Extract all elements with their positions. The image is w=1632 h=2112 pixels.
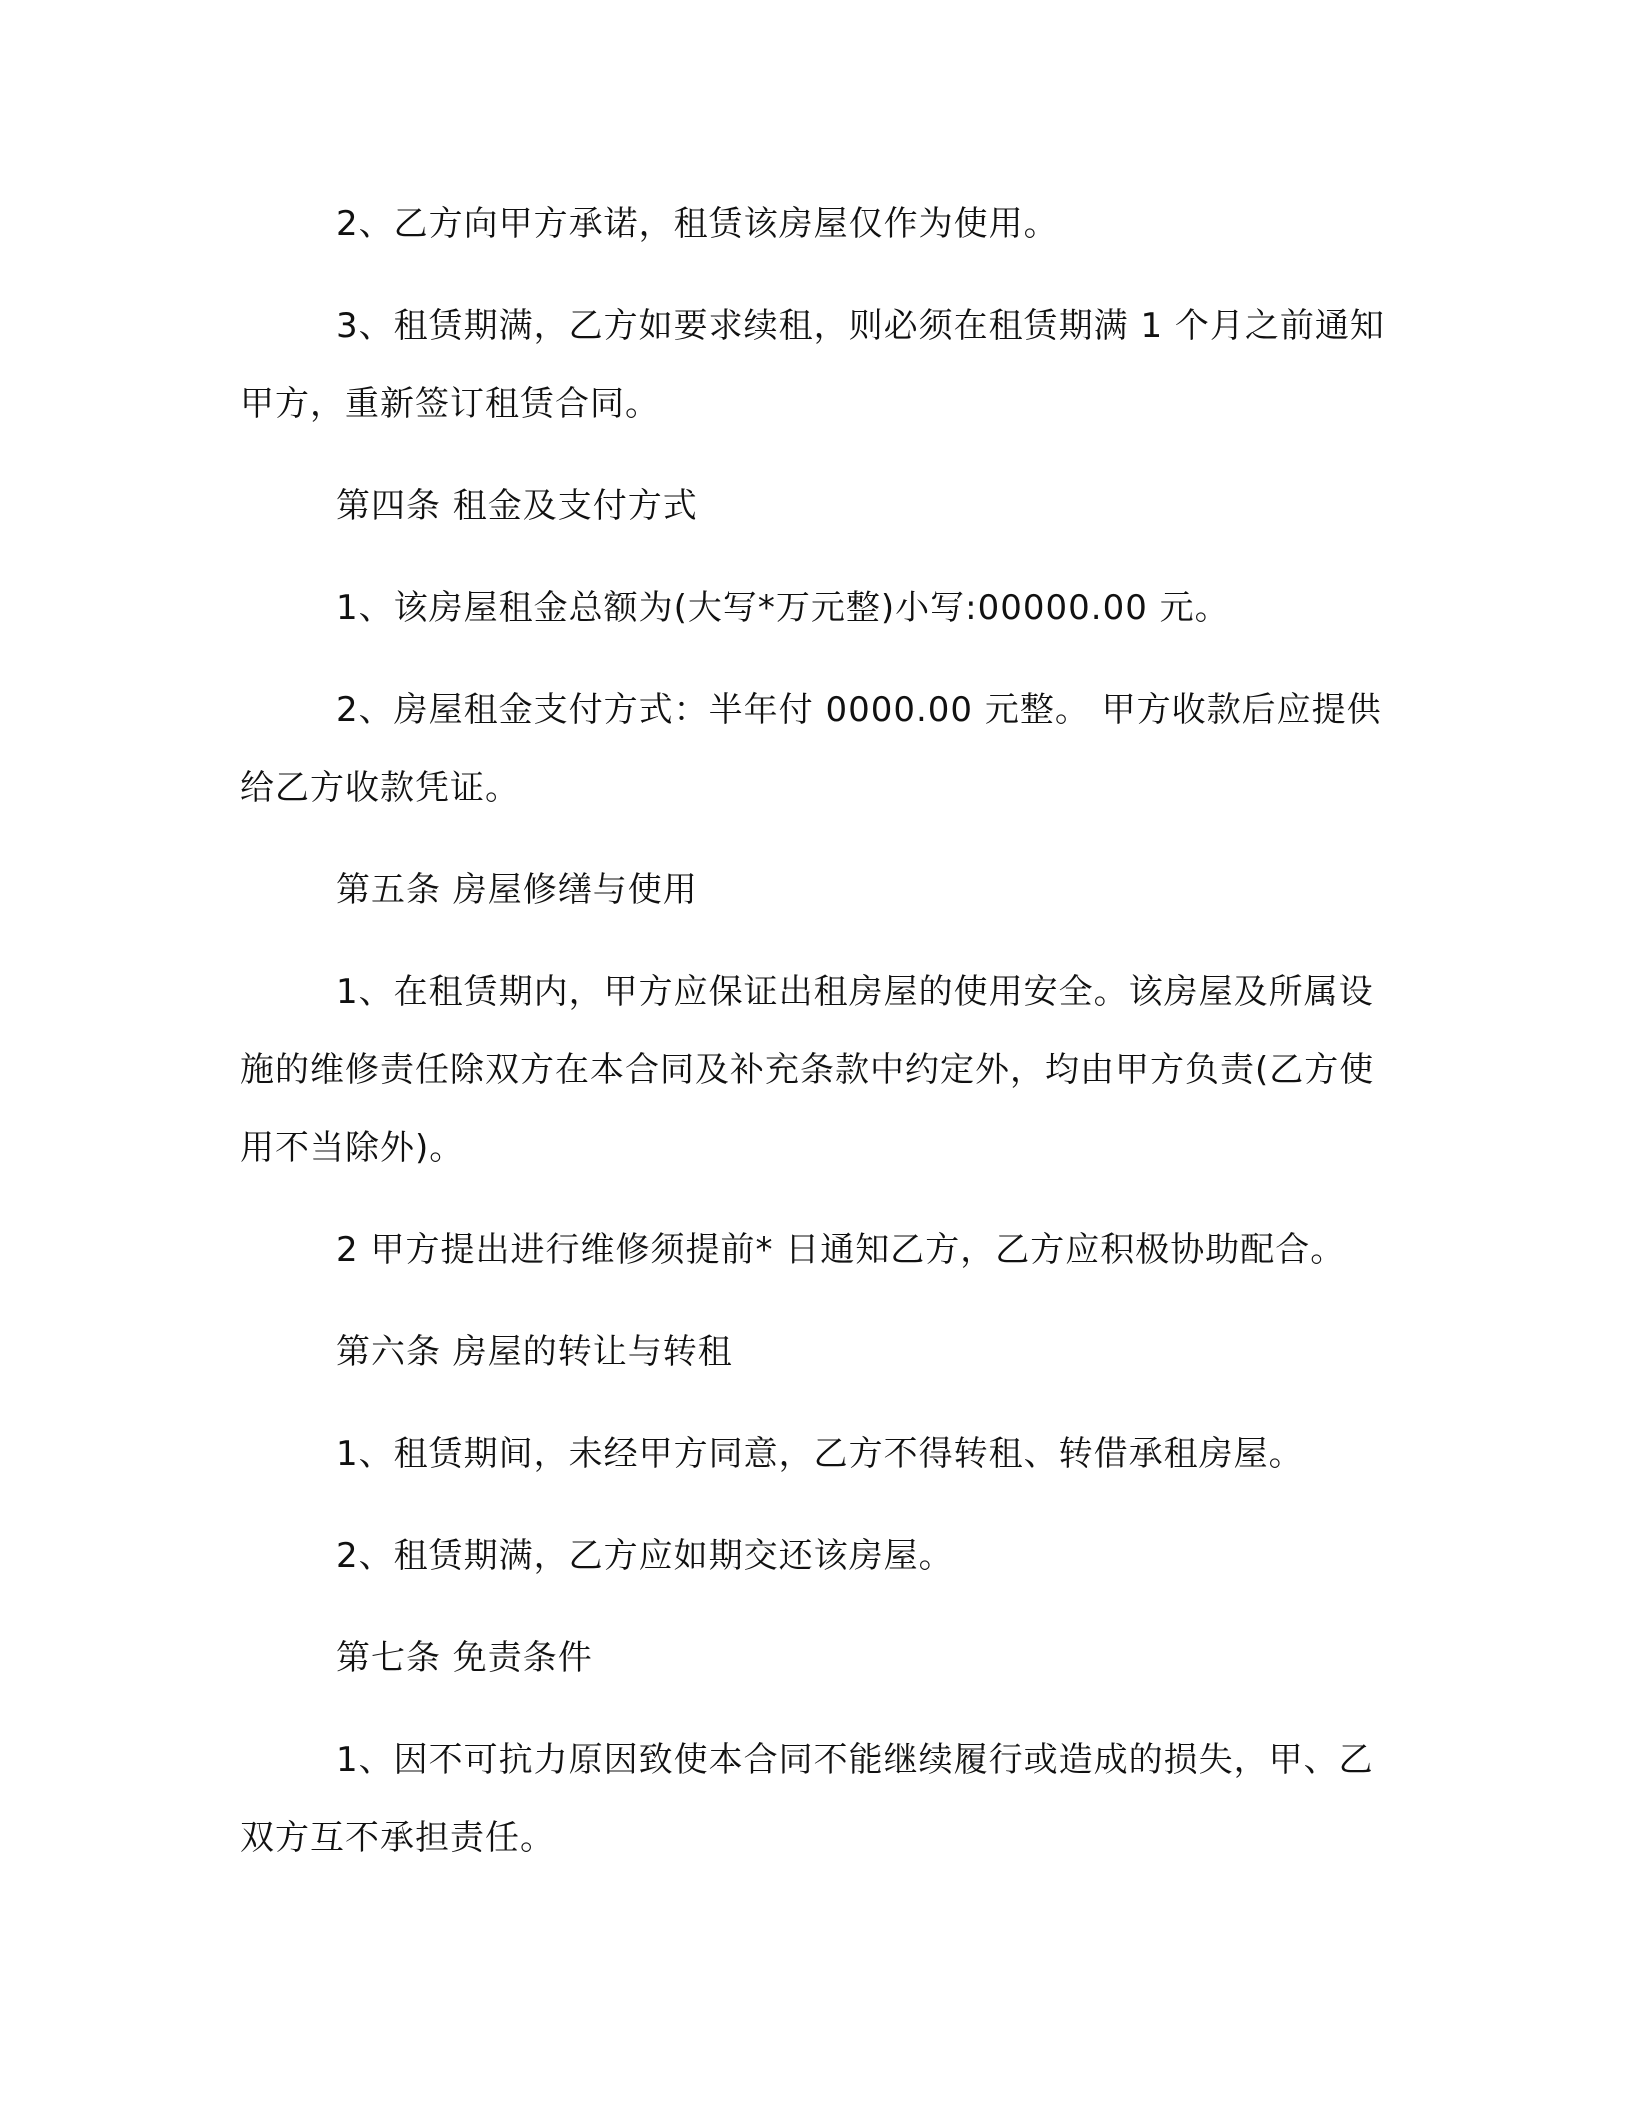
clause-5-2: 2 甲方提出进行维修须提前* 日通知乙方，乙方应积极协助配合。 bbox=[336, 1230, 1346, 1270]
clause-6-2: 2、租赁期满，乙方应如期交还该房屋。 bbox=[336, 1536, 954, 1576]
clause-4-2: 2、房屋租金支付方式：半年付 0000.00 元整。 甲方收款后应提供给乙方收款凭证。 bbox=[240, 690, 1382, 808]
clause-6-1: 1、租赁期间，未经甲方同意，乙方不得转租、转借承租房屋。 bbox=[336, 1434, 1304, 1474]
clause-7-1: 1、因不可抗力原因致使本合同不能继续履行或造成的损失，甲、乙双方互不承担责任。 bbox=[240, 1740, 1374, 1858]
clause-5-1: 1、在租赁期内，甲方应保证出租房屋的使用安全。该房屋及所属设施的维修责任除双方在本合同及补充条款中约定外，均由甲方负责(乙方使用不当除外)。 bbox=[240, 972, 1375, 1168]
clause-3-2: 2、乙方向甲方承诺，租赁该房屋仅作为使用。 bbox=[336, 204, 1059, 244]
document-body bbox=[240, 185, 1405, 1901]
article-7-heading: 第七条 免责条件 bbox=[336, 1638, 593, 1678]
clause-3-3: 3、租赁期满，乙方如要求续租，则必须在租赁期满 1 个月之前通知甲方，重新签订租赁合同。 bbox=[240, 306, 1385, 424]
article-6-heading: 第六条 房屋的转让与转租 bbox=[336, 1332, 733, 1372]
clause-4-1: 1、该房屋租金总额为(大写*万元整)小写:00000.00 元。 bbox=[336, 588, 1230, 628]
article-4-heading: 第四条 租金及支付方式 bbox=[336, 486, 698, 526]
article-5-heading: 第五条 房屋修缮与使用 bbox=[336, 870, 698, 910]
